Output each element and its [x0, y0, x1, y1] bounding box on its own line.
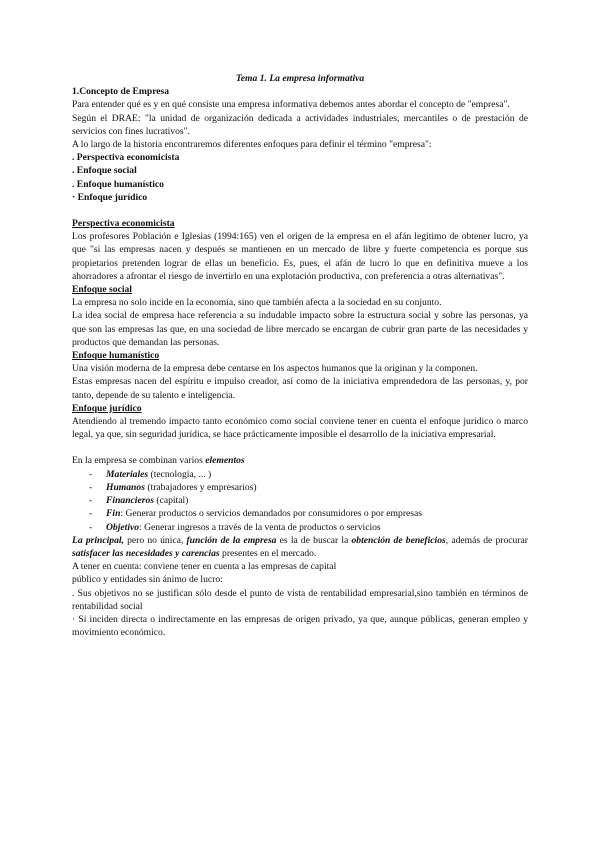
paragraph-elementos — [72, 454, 528, 467]
list-item — [89, 494, 528, 507]
principal-emphasis: función de la empresa — [186, 534, 277, 546]
principal-emphasis: obtención de beneficios — [351, 534, 446, 546]
heading-juridico: Enfoque jurídico — [72, 402, 142, 414]
list-item — [89, 521, 528, 534]
principal-text: es la de buscar la — [276, 534, 352, 546]
heading-social: Enfoque social — [72, 284, 132, 296]
paragraph-social-2: La idea social de empresa hace referencia a su indudable impacto sobre la estructura social y sobre las personas, ya que son las empresas las que, en una sociedad de libre mercado se encargan de cubrir gran parte de las necesidades y productos que demandan las personas. — [72, 310, 528, 348]
element-label: Objetivo — [106, 521, 140, 533]
list-item — [89, 468, 528, 481]
title-text: La empresa informativa — [269, 73, 365, 84]
principal-text: , además de procurar — [445, 534, 528, 546]
list-item — [89, 481, 528, 494]
elements-keyword: elementos — [205, 455, 245, 467]
element-text: (trabajadores y empresarios) — [144, 481, 257, 493]
title-number: Tema 1. — [235, 73, 267, 84]
elements-intro-text: En la empresa se combinan varios — [72, 455, 203, 467]
principal-text: presentes en el mercado. — [219, 547, 317, 559]
element-label: Fin — [106, 508, 121, 520]
paragraph-economicista: Los profesores Población e Iglesias (1994:165) ven el origen de la empresa en el afán legítimo de obtener lucro, ya que "si las empresas nacen y después se mantienen en un mercado de libre y fuerte competencia es porque sus propietarios pretenden lograr de ellas un beneficio. Es, pues, el afán de lucro lo que en definitiva mueve a los ahorradores a afrontar el riesgo de invertirlo en una explotación productiva, con preferencia a otras alternativas". — [72, 231, 528, 282]
paragraph-drae: Según el DRAE: "la unidad de organización dedicada a actividades industriales, mercantiles o de prestación de servicios con fines lucrativos". — [72, 112, 528, 137]
note-line: A tener en cuenta: conviene tener en cuenta a las empresas de capital — [72, 561, 337, 573]
approach-item: . Enfoque humanístico — [72, 178, 164, 190]
principal-emphasis: satisfacer las necesidades y carencias — [72, 547, 220, 559]
list-item — [89, 507, 528, 520]
approach-item: . Enfoque social — [72, 165, 137, 177]
heading-humanistico: Enfoque humanístico — [72, 350, 160, 362]
paragraph-intro: Para entender qué es y en qué consiste una empresa informativa debemos antes abordar el concepto de "empresa". — [72, 99, 510, 111]
elements-list — [72, 468, 528, 534]
spacer — [72, 441, 528, 454]
document-title — [72, 72, 528, 85]
paragraph-juridico: Atendiendo al tremendo impacto tanto económico como social conviene tener en cuenta el enfoque jurídico o marco legal, ya que, sin seguridad jurídica, se hace prácticamente imposible el desarrollo de la iniciativa empresarial. — [72, 416, 528, 441]
element-label: Financieros — [106, 495, 154, 507]
approach-item: . Perspectiva economicista — [72, 152, 180, 164]
note-paragraph-1: . Sus objetivos no se justifican sólo desde el punto de vista de rentabilidad empresarial,sino también en términos de rentabilidad social — [72, 587, 528, 612]
paragraph-humanistico-1: Una visión moderna de la empresa debe centarse en los aspectos humanos que la originan y la componen. — [72, 363, 478, 375]
section-heading-concepto: 1.Concepto de Empresa — [72, 86, 170, 98]
element-text: : Generar ingresos a través de la venta de productos o servicios — [139, 521, 381, 533]
element-text: (capital) — [153, 495, 189, 507]
element-text: : Generar productos o servicios demandados por consumidores o por empresas — [120, 508, 422, 520]
principal-lead: La principal, — [72, 534, 124, 546]
element-text: (tecnología, ... ) — [148, 468, 212, 480]
element-label: Materiales — [106, 468, 149, 480]
paragraph-principal — [72, 534, 528, 560]
note-paragraph-2: · Si inciden directa o indirectamente en las empresas de origen privado, ya que, aunque públicas, generan empleo y movimiento económico. — [72, 613, 528, 639]
paragraph-social-1: La empresa no solo incide en la economía, sino que también afecta a la sociedad en su conjunto. — [72, 297, 442, 309]
paragraph-humanistico-2: Estas empresas nacen del espíritu e impulso creador, así como de la iniciativa emprendedora de las personas, y, por tanto, depende de su talento e inteligencia. — [72, 376, 528, 401]
element-label: Humanos — [106, 481, 145, 493]
heading-economicista: Perspectiva economicista — [72, 218, 175, 230]
paragraph-enfoques: A lo largo de la historia encontraremos diferentes enfoques para definir el término "empresa": — [72, 139, 432, 151]
spacer — [72, 204, 528, 217]
principal-text: pero no única, — [123, 534, 187, 546]
approach-item: · Enfoque jurídico — [72, 191, 148, 203]
note-line: público y entidades sin ánimo de lucro: — [72, 574, 223, 586]
